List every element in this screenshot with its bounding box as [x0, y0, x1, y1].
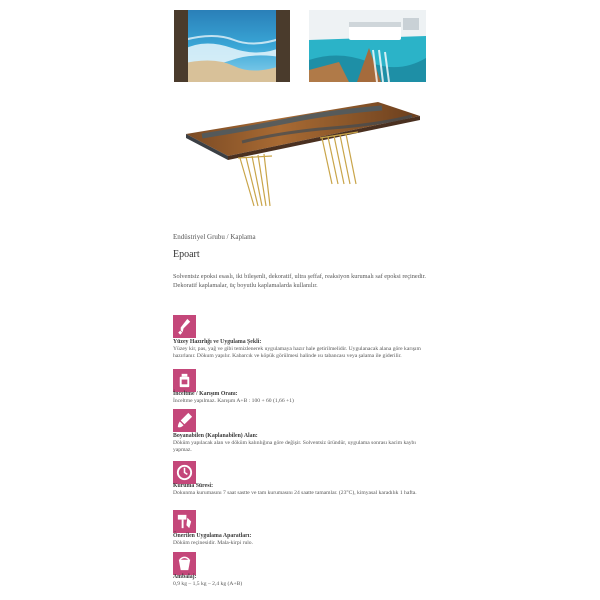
feature-title: Kuruma Süresi: [173, 483, 213, 489]
feature-text: Yüzey kir, pas, yağ ve gibi temizlenerek uygulamaya hazır hale getirilmelidir. Uygulanacak alana göre karışım hazırlanır. Dökum yapılır. Kabarcık ve köpük görülmesi halinde ısı tabancası veya şalama ile giderilir. [173, 346, 421, 360]
feature-title: Yüzey Hazırlığı ve Uygulama Şekli: [173, 339, 262, 345]
product-description: Solventsiz epoksi esaslı, iki bileşenli, dekoratif, ultra şeffaf, reaksiyon kurumalı saf epoksi reçinedir. Dekoratif kaplamalar, üç boyutlu kaplamalarda kullanılır. [173, 273, 426, 289]
clock-icon [173, 461, 196, 484]
feature-text: İnceltme yapılmaz. Karışım A+B : 100 + 60 (1,66 +1) [173, 398, 294, 404]
trowel-icon [173, 315, 196, 338]
bedroom-floor-photo [309, 10, 426, 82]
brush-icon [173, 409, 196, 432]
feature-title: Önerilen Uygulama Aparatları: [173, 533, 252, 539]
paint-can-icon [173, 369, 196, 392]
feature-tools [173, 533, 435, 547]
feature-text: Döküm reçinesidir. Mala-kirpi rulo. [173, 540, 254, 546]
feature-title: Ambalaj: [173, 574, 197, 580]
feature-text: Dokunma kurumasını 7 saat sastte ve tam kurumasını 24 saatte tamamlar. (23°C), kimyasal karadılık 1 hafta. [173, 490, 417, 496]
breadcrumb[interactable]: Endüstriyel Grubu / Kaplama [173, 233, 256, 241]
feature-packaging [173, 574, 435, 588]
feature-text: 0,9 kg – 1,5 kg – 2,4 kg (A+B) [173, 581, 243, 587]
feature-title: Boyanabilen (Kaplanabilen) Alan: [173, 433, 258, 439]
page-title: Epoart [173, 249, 200, 260]
feature-mixing-ratio [173, 391, 435, 405]
epoxy-table-photo [182, 98, 422, 216]
tools-icon [173, 510, 196, 533]
feature-drying-time [173, 483, 435, 497]
feature-coverage [173, 433, 435, 455]
feature-text: Döküm yapılacak alan ve döküm kalınlığına göre değişir. Solventsiz üründür, uygulama sonrası kacim kaybı yapmaz. [173, 440, 416, 454]
feature-title: İnceltme / Karışım Oranı: [173, 391, 238, 397]
wave-floor-photo [174, 10, 290, 82]
feature-surface-prep [173, 339, 435, 361]
bucket-icon [173, 552, 196, 575]
